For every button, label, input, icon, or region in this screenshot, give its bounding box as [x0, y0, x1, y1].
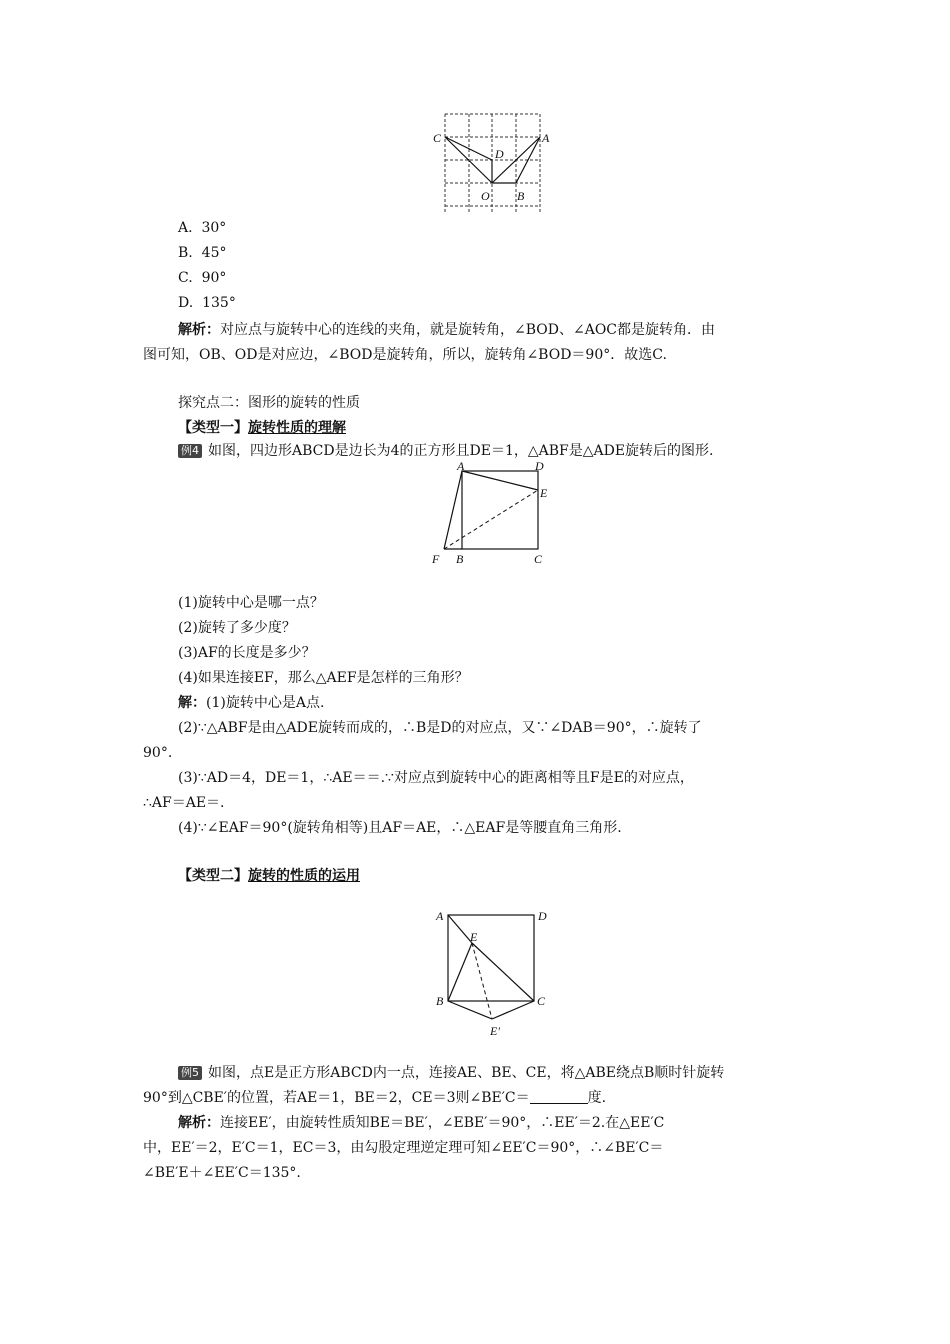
- section2-title: 探究点二：图形的旋转的性质: [178, 395, 360, 411]
- label-C: C: [433, 131, 442, 145]
- q3-analysis-line2: 图可知，OB、OD是对应边，∠BOD是旋转角，所以，旋转角∠BOD＝90°．故选C.: [143, 347, 667, 363]
- q3-analysis-line1: 解析：对应点与旋转中心的连线的夹角，就是旋转角，∠BOD、∠AOC都是旋转角．由: [178, 322, 716, 338]
- fig3-label-C: C: [537, 994, 546, 1008]
- ex4-question-4: (4)如果连接EF，那么△AEF是怎样的三角形？: [178, 670, 469, 686]
- ex4-question-1: (1)旋转中心是哪一点？: [178, 595, 324, 611]
- option-c: C. 90°: [178, 270, 227, 286]
- ex5-analysis-3: ∠BE′E＋∠EE′C＝135°.: [143, 1165, 301, 1181]
- fig2-label-D: D: [535, 459, 544, 473]
- ex4-statement: 例4 如图，四边形ABCD是边长为4的正方形且DE＝1，△ABF是△ADE旋转后的图形.: [178, 441, 714, 461]
- label-D: D: [495, 147, 504, 161]
- figure-square-abcd: [428, 458, 558, 573]
- ex4-solution-1: 解：(1)旋转中心是A点.: [178, 695, 325, 711]
- figure-square-with-point-e: [430, 903, 560, 1043]
- fig2-label-F: F: [432, 552, 440, 566]
- ex5-line2: 90°到△CBE′的位置，若AE＝1，BE＝2，CE＝3则∠BE′C＝ 度.: [143, 1090, 607, 1106]
- ex4-question-3: (3)AF的长度是多少？: [178, 645, 316, 661]
- ex4-solution-3a: (3)∵AD＝4，DE＝1，∴AE＝＝.∵对应点到旋转中心的距离相等且F是E的对应点，: [178, 770, 694, 786]
- label-B: B: [517, 189, 525, 203]
- fig3-label-A: A: [436, 909, 444, 923]
- answer-blank: [530, 1089, 588, 1104]
- label-A: A: [542, 131, 550, 145]
- ex5-analysis-2: 中，EE′＝2，E′C＝1，EC＝3，由勾股定理逆定理可知∠EE′C＝90°，∴∠BE′C＝: [143, 1140, 664, 1156]
- type2-heading: 【类型二】旋转的性质的运用: [178, 868, 360, 884]
- ex5-analysis-1: 解析：连接EE′，由旋转性质知BE＝BE′，∠EBE′＝90°，∴EE′＝2.在△EE′C: [178, 1115, 665, 1131]
- option-b: B. 45°: [178, 245, 227, 261]
- fig2-label-C: C: [534, 552, 543, 566]
- fig3-label-E: E: [470, 930, 478, 944]
- ex4-question-2: (2)旋转了多少度？: [178, 620, 296, 636]
- fig3-label-E-prime: E′: [490, 1024, 500, 1038]
- fig3-label-D: D: [538, 909, 547, 923]
- figure-grid-rotation: [425, 108, 555, 218]
- fig2-label-E: E: [540, 486, 548, 500]
- fig2-label-A: A: [457, 459, 465, 473]
- ex4-solution-4: (4)∵∠EAF＝90°(旋转角相等)且AF＝AE，∴△EAF是等腰直角三角形.: [178, 820, 622, 836]
- ex4-solution-2a: (2)∵△ABF是由△ADE旋转而成的，∴B是D的对应点，又∵∠DAB＝90°，∴旋转了: [178, 720, 702, 736]
- ex5-badge: 例5: [178, 1066, 202, 1080]
- fig3-label-B: B: [436, 994, 444, 1008]
- ex5-line1: 例5 如图，点E是正方形ABCD内一点，连接AE、BE、CE，将△ABE绕点B顺时针旋转: [178, 1063, 724, 1083]
- ex4-solution-2b: 90°.: [143, 745, 173, 761]
- fig2-label-B: B: [456, 552, 464, 566]
- type1-heading: 【类型一】旋转性质的理解: [178, 420, 346, 436]
- label-O: O: [481, 189, 490, 203]
- ex4-badge: 例4: [178, 444, 202, 458]
- option-d: D. 135°: [178, 295, 236, 311]
- ex4-solution-3b: ∴AF＝AE＝.: [143, 795, 225, 811]
- option-a: A. 30°: [178, 220, 227, 236]
